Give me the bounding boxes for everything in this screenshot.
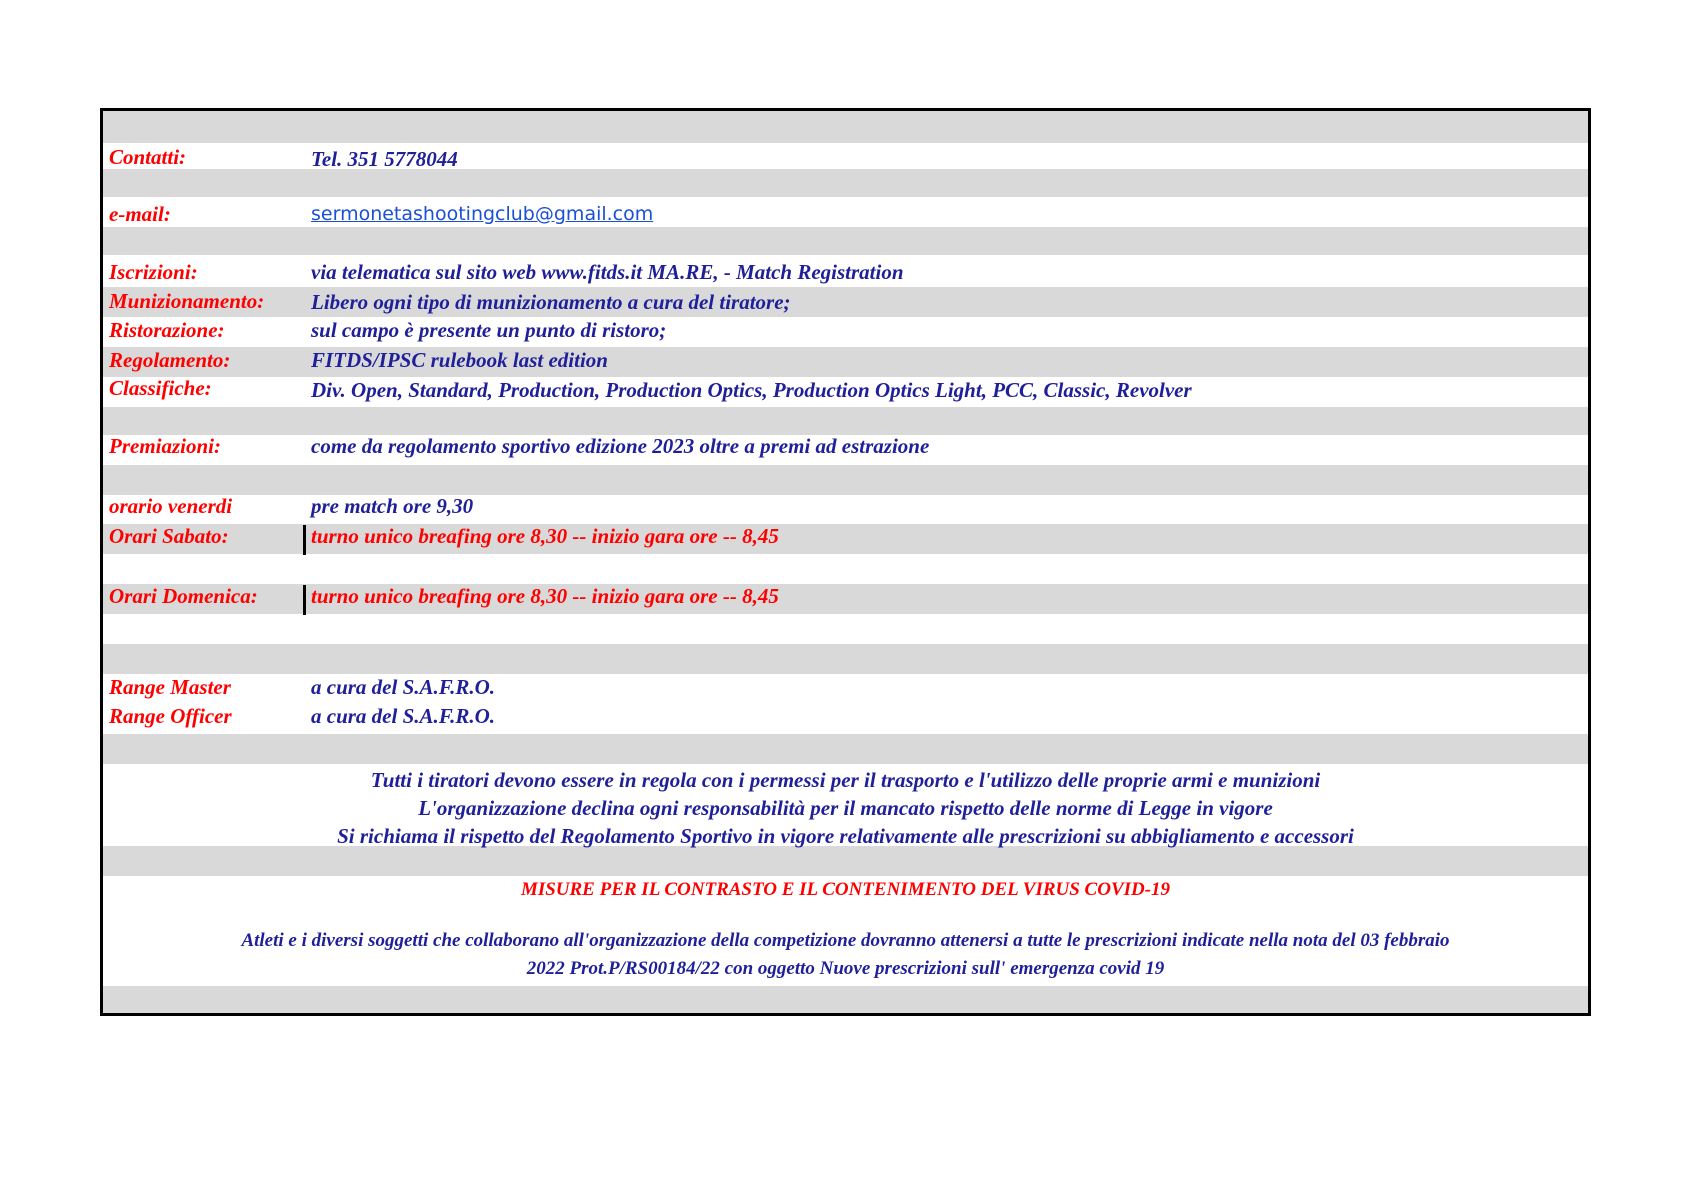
stripe: [103, 986, 1588, 1016]
domenica-value: turno unico breafing ore 8,30 -- inizio gara ore -- 8,45: [311, 584, 779, 608]
venerdi-value: pre match ore 9,30: [311, 494, 474, 518]
regolamento-value: FITDS/IPSC rulebook last edition: [311, 348, 608, 372]
premiazioni-value: come da regolamento sportivo edizione 2023 oltre a premi ad estrazione: [311, 434, 930, 458]
range-master-label: Range Master: [109, 675, 231, 699]
cell-divider: [303, 585, 306, 615]
ristorazione-label: Ristorazione:: [109, 318, 225, 342]
ristorazione-value: sul campo è presente un punto di ristoro;: [311, 318, 667, 342]
notes-line-2: L'organizzazione declina ogni responsabilità per il mancato rispetto delle norme di Legge in vigore: [418, 796, 1273, 820]
regolamento-label: Regolamento:: [109, 348, 231, 372]
stripe: [103, 227, 1588, 255]
iscrizioni-value: via telematica sul sito web www.fitds.it MA.RE, - Match Registration: [311, 260, 904, 284]
notes-line-1: Tutti i tiratori devono essere in regola con i permessi per il trasporto e l'utilizzo delle proprie armi e munizioni: [370, 768, 1321, 792]
sabato-label: Orari Sabato:: [109, 524, 229, 548]
email-label: e-mail:: [109, 202, 171, 226]
stripe: [103, 734, 1588, 764]
stripe: [103, 644, 1588, 674]
notes-line-3: Si richiama il rispetto del Regolamento Sportivo in vigore relativamente alle prescrizioni su abbigliamento e accessori: [337, 824, 1354, 848]
cell-divider: [303, 525, 306, 555]
venerdi-label: orario venerdi: [109, 494, 233, 518]
stripe: [103, 465, 1588, 495]
munizionamento-value: Libero ogni tipo di munizionamento a cura del tiratore;: [311, 290, 791, 314]
sabato-value: turno unico breafing ore 8,30 -- inizio gara ore -- 8,45: [311, 524, 779, 548]
premiazioni-label: Premiazioni:: [109, 434, 222, 458]
contatti-value: Tel. 351 5778044: [311, 147, 458, 171]
stripe: [103, 111, 1588, 143]
covid-text-line-1: Atleti e i diversi soggetti che collaborano all'organizzazione della competizione dovranno attenersi a tutte le prescrizioni indicate nella nota del 03 febbraio: [241, 930, 1450, 951]
info-table: [100, 108, 1591, 1016]
range-master-value: a cura del S.A.F.R.O.: [311, 675, 495, 699]
munizionamento-label: Munizionamento:: [109, 289, 265, 313]
classifiche-label: Classifiche:: [109, 376, 212, 400]
contatti-label: Contatti:: [109, 145, 187, 169]
covid-title: MISURE PER IL CONTRASTO E IL CONTENIMENTO DEL VIRUS COVID-19: [520, 879, 1171, 900]
iscrizioni-label: Iscrizioni:: [109, 260, 198, 284]
covid-text-line-2: 2022 Prot.P/RS00184/22 con oggetto Nuove prescrizioni sull' emergenza covid 19: [526, 958, 1165, 979]
stripe: [103, 407, 1588, 435]
stripe: [103, 169, 1588, 197]
range-officer-value: a cura del S.A.F.R.O.: [311, 704, 495, 728]
range-officer-label: Range Officer: [109, 704, 232, 728]
stripe: [103, 846, 1588, 876]
domenica-label: Orari Domenica:: [109, 584, 258, 608]
classifiche-value: Div. Open, Standard, Production, Production Optics, Production Optics Light, PCC, Classic, Revolver: [311, 378, 1192, 402]
email-link[interactable]: sermonetashootingclub@gmail.com: [311, 203, 654, 225]
